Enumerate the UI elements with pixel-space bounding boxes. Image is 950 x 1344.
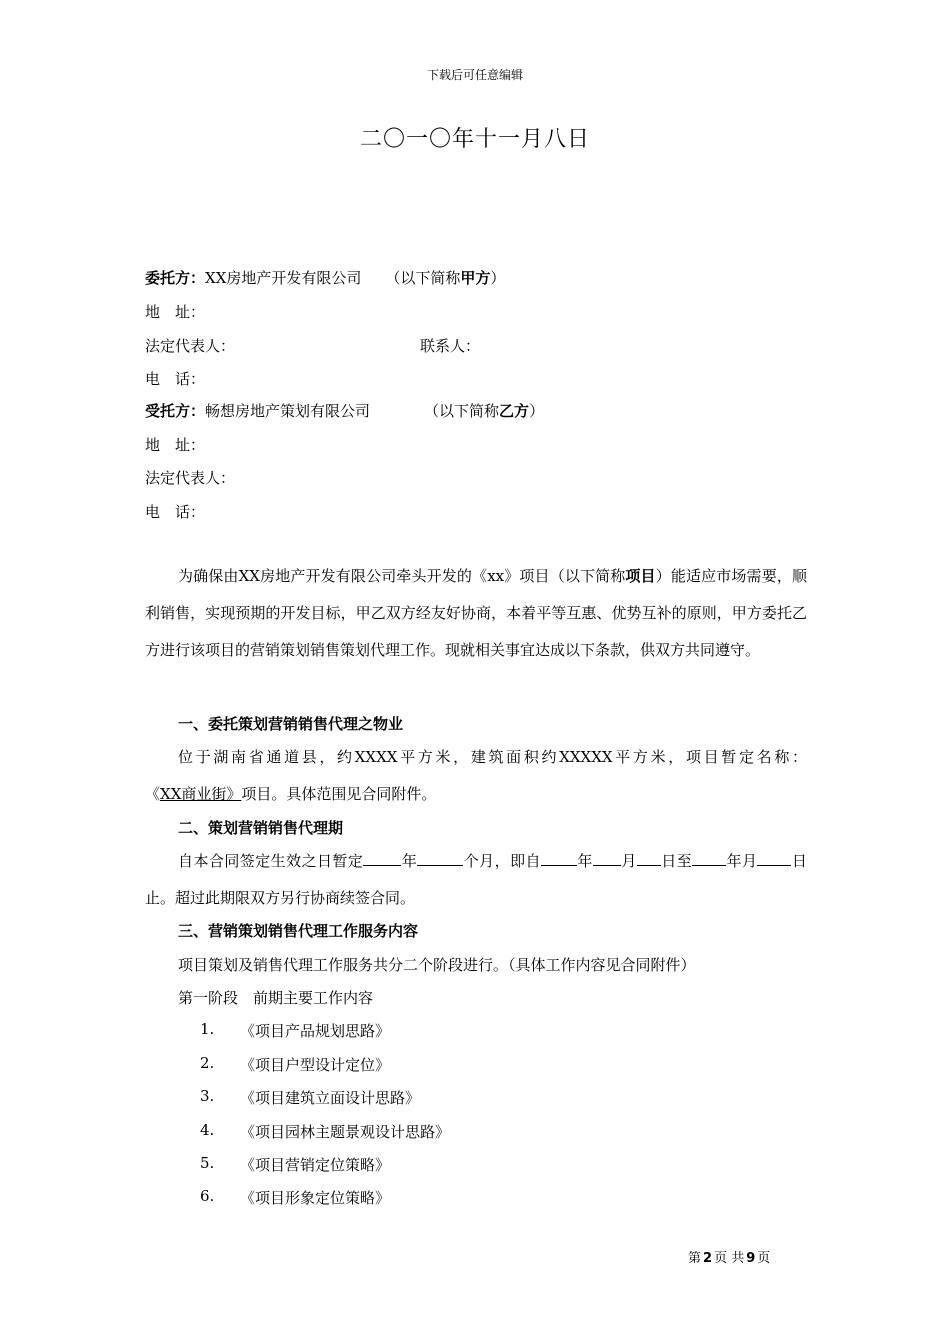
section1-text-pre: 位于湖南省通道县，约XXXX平方米，建筑面积约XXXXX平方米，项目暂定名称：《 bbox=[145, 748, 807, 803]
section2-t4: 年 bbox=[576, 852, 593, 870]
section2-t3: 个月，即自 bbox=[463, 852, 541, 870]
party-b-name: 畅想房地产策划有限公司 bbox=[205, 402, 371, 420]
party-a-line bbox=[145, 267, 505, 288]
page-number: 2 bbox=[703, 1251, 713, 1266]
party-b-line bbox=[145, 400, 544, 421]
section2-t9: 日止。超过此期限双方另行协商续签合同。 bbox=[145, 852, 807, 907]
section2-text bbox=[145, 843, 807, 917]
party-a-alias-pre: （以下简称 bbox=[385, 269, 461, 287]
blank-years[interactable] bbox=[363, 850, 401, 866]
party-a-phone: 电 话： bbox=[145, 370, 206, 388]
blank-end-day[interactable] bbox=[757, 850, 791, 866]
list-item-number: 5. bbox=[200, 1154, 215, 1172]
intro-part1: 为确保由XX房地产开发有限公司牵头开发的《xx》项目（以下简称 bbox=[178, 567, 626, 585]
section3-text: 项目策划及销售代理工作服务共分二个阶段进行。（具体工作内容见合同附件） bbox=[178, 956, 696, 974]
section2-t2: 年 bbox=[401, 852, 418, 870]
party-a-name: XX房地产开发有限公司 bbox=[205, 269, 362, 287]
blank-months[interactable] bbox=[417, 850, 463, 866]
party-b-alias-pre: （以下简称 bbox=[424, 402, 500, 420]
intro-bold: 项目 bbox=[625, 567, 656, 585]
phase1-title: 第一阶段 前期主要工作内容 bbox=[178, 989, 374, 1007]
party-a-contact: 联系人： bbox=[420, 337, 481, 355]
list-item: 《项目产品规划思路》 bbox=[240, 1022, 391, 1040]
list-item-number: 1. bbox=[200, 1020, 215, 1038]
party-b-address: 地 址： bbox=[145, 436, 206, 454]
party-a-alias-post: ） bbox=[490, 269, 506, 287]
section2-t6: 日至 bbox=[660, 852, 693, 870]
section2-t8: 月 bbox=[742, 852, 758, 870]
section1-text bbox=[145, 739, 807, 813]
section1-text-underlined: XX商业街》 bbox=[160, 785, 242, 803]
list-item-number: 6. bbox=[200, 1187, 215, 1205]
blank-start-day[interactable] bbox=[637, 850, 661, 866]
list-item: 《项目营销定位策略》 bbox=[240, 1156, 391, 1174]
section1-title: 一、委托策划营销销售代理之物业 bbox=[178, 715, 404, 733]
list-item-number: 2. bbox=[200, 1054, 215, 1072]
party-b-alias-post: ） bbox=[529, 402, 545, 420]
list-item: 《项目形象定位策略》 bbox=[240, 1189, 391, 1207]
document-date: 二〇一〇年十一月八日 bbox=[359, 127, 590, 152]
blank-start-month[interactable] bbox=[593, 850, 621, 866]
page-footer bbox=[688, 1247, 770, 1266]
party-b-alias: 乙方 bbox=[499, 402, 530, 420]
list-item: 《项目户型设计定位》 bbox=[240, 1056, 391, 1074]
section1-text-post: 项目。具体范围见合同附件。 bbox=[241, 785, 437, 803]
party-a-address: 地 址： bbox=[145, 303, 206, 321]
section2-t7: 年 bbox=[726, 852, 743, 870]
party-b-label: 受托方： bbox=[145, 402, 206, 420]
party-a-label: 委托方： bbox=[145, 269, 206, 287]
list-item-number: 3. bbox=[200, 1087, 215, 1105]
list-item: 《项目园林主题景观设计思路》 bbox=[240, 1123, 451, 1141]
footer-post: 页 bbox=[757, 1251, 771, 1266]
footer-mid: 页 共 bbox=[714, 1251, 745, 1266]
section2-t1: 自本合同签定生效之日暂定 bbox=[178, 852, 364, 870]
section3-title: 三、营销策划销售代理工作服务内容 bbox=[178, 922, 419, 940]
blank-start-year[interactable] bbox=[541, 850, 577, 866]
intro-paragraph bbox=[145, 558, 807, 669]
total-pages: 9 bbox=[746, 1251, 756, 1266]
party-a-rep: 法定代表人： bbox=[145, 337, 236, 355]
party-b-rep: 法定代表人： bbox=[145, 469, 236, 487]
intro-part2: ）能适应市场需要，顺利销售，实现预期的开发目标，甲乙双方经友好协商，本着平等互惠、优势互补的原则，甲方委托乙方进行该项目的营销策划销售策划代理工作。现就相关事宜达成以下条款，供双方共同遵守。 bbox=[145, 567, 807, 659]
party-a-alias: 甲方 bbox=[460, 269, 491, 287]
section2-t5: 月 bbox=[620, 852, 637, 870]
section2-title: 二、策划营销销售代理期 bbox=[178, 819, 344, 837]
page-header: 下载后可任意编辑 bbox=[426, 68, 523, 82]
footer-pre: 第 bbox=[688, 1251, 702, 1266]
list-item-number: 4. bbox=[200, 1121, 215, 1139]
blank-end-year[interactable] bbox=[692, 850, 726, 866]
party-b-phone: 电 话： bbox=[145, 503, 206, 521]
list-item: 《项目建筑立面设计思路》 bbox=[240, 1089, 421, 1107]
